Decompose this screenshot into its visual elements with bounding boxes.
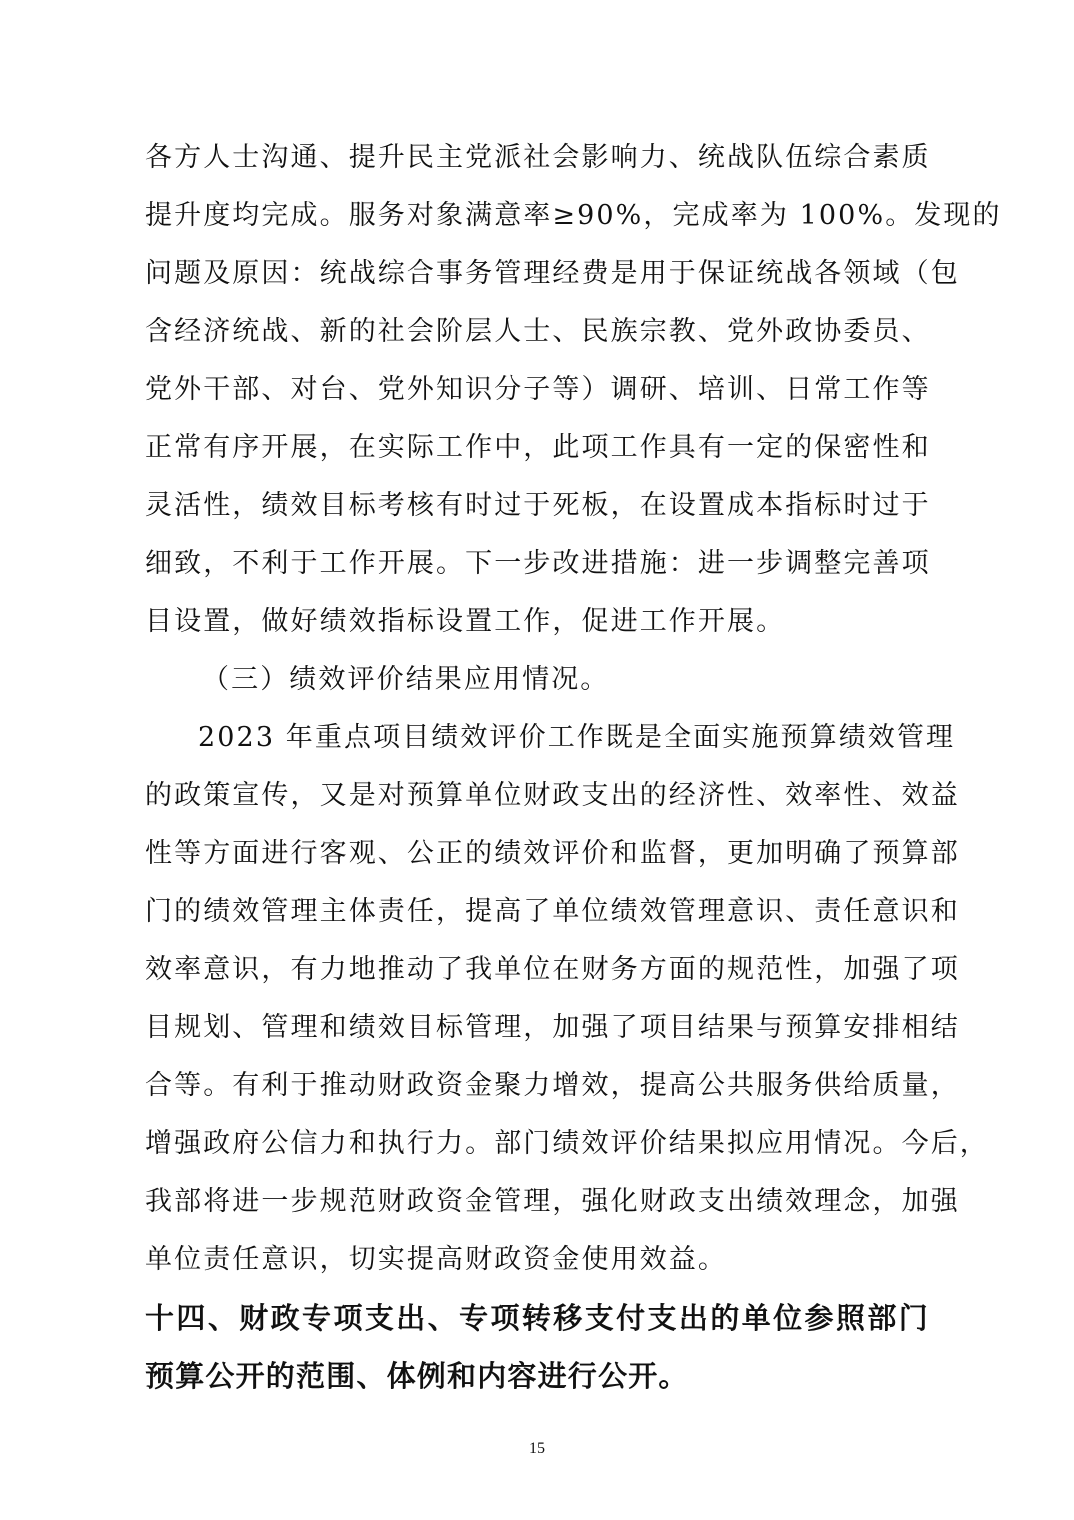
- paragraph-line: 效率意识，有力地推动了我单位在财务方面的规范性，加强了项: [145, 954, 960, 985]
- paragraph-line: 我部将进一步规范财政资金管理，强化财政支出绩效理念，加强: [145, 1186, 960, 1217]
- paragraph-line: 合等。有利于推动财政资金聚力增效，提高公共服务供给质量，: [145, 1070, 960, 1101]
- paragraph-line: 性等方面进行客观、公正的绩效评价和监督，更加明确了预算部: [145, 838, 960, 869]
- paragraph-line: 的政策宣传，又是对预算单位财政支出的经济性、效率性、效益: [145, 780, 960, 811]
- paragraph-line: 目规划、管理和绩效目标管理，加强了项目结果与预算安排相结: [145, 1012, 960, 1043]
- paragraph-line: 单位责任意识，切实提高财政资金使用效益。: [145, 1244, 727, 1275]
- paragraph-line: 灵活性，绩效目标考核有时过于死板，在设置成本指标时过于: [145, 490, 931, 521]
- paragraph-line: 各方人士沟通、提升民主党派社会影响力、统战队伍综合素质: [145, 142, 931, 173]
- paragraph-line: 增强政府公信力和执行力。部门绩效评价结果拟应用情况。今后，: [145, 1128, 989, 1159]
- section-heading-line: 十四、财政专项支出、专项转移支付支出的单位参照部门: [145, 1301, 929, 1335]
- paragraph-line: 目设置，做好绩效指标设置工作，促进工作开展。: [145, 606, 786, 637]
- section-heading-line: 预算公开的范围、体例和内容进行公开。: [145, 1359, 689, 1393]
- paragraph-line: 2023 年重点项目绩效评价工作既是全面实施预算绩效管理: [198, 722, 956, 753]
- paragraph-line: 问题及原因：统战综合事务管理经费是用于保证统战各领域（包: [145, 258, 960, 289]
- paragraph-line: 正常有序开展，在实际工作中，此项工作具有一定的保密性和: [145, 432, 931, 463]
- page-number: 15: [529, 1440, 545, 1457]
- paragraph-line: 含经济统战、新的社会阶层人士、民族宗教、党外政协委员、: [145, 316, 931, 347]
- paragraph-line: 门的绩效管理主体责任，提高了单位绩效管理意识、责任意识和: [145, 896, 960, 927]
- paragraph-line: 党外干部、对台、党外知识分子等）调研、培训、日常工作等: [145, 374, 931, 405]
- paragraph-line: 细致，不利于工作开展。下一步改进措施：进一步调整完善项: [145, 548, 931, 579]
- subheading: （三）绩效评价结果应用情况。: [202, 664, 610, 695]
- paragraph-line: 提升度均完成。服务对象满意率≥90%，完成率为 100%。发现的: [145, 200, 1002, 231]
